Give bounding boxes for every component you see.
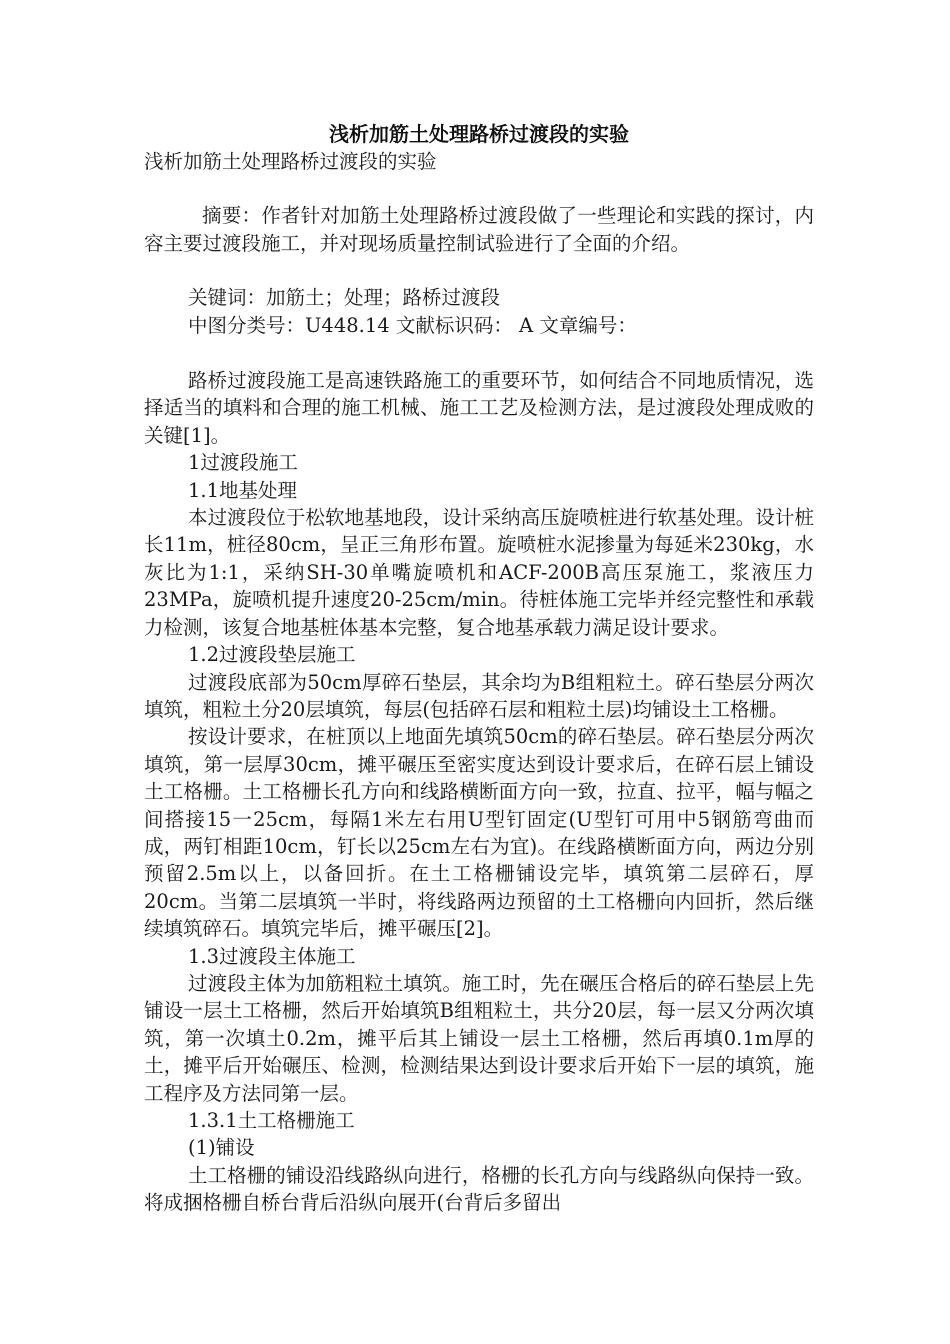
section-heading-1-3-1: 1.3.1土工格栅施工	[188, 1109, 355, 1132]
document-page	[144, 120, 814, 1217]
section-heading-1: 1过渡段施工	[188, 451, 298, 475]
classification-line: 中图分类号：U448.14 文献标识码： A 文章编号：	[188, 313, 637, 337]
section-heading-1-3: 1.3过渡段主体施工	[188, 944, 356, 968]
section-heading-1-1: 1.1地基处理	[188, 478, 298, 502]
body-paragraph-1-2b: 按设计要求，在桩顶以上地面先填筑50cm的碎石垫层。碎石垫层分两次填筑，第一层厚30cm，摊平碾压至密实度达到设计要求后，在碎石层上铺设土工格栅。土工格栅长孔方向和线路横断面方向一致，拉直、拉平，幅与幅之间搭接15一25cm，每隔1米左右用U型钉固定(U型钉可用中5钢筋弯曲而成，两钉相距10cm，钉长以25cm左右为宜)。在线路横断面方向，两边分别预留2.5m以上，以备回折。在土工格栅铺设完毕，填筑第二层碎石，厚20cm。当第二层填筑一半时，将线路两边预留的土工格栅向内回折，然后继续填筑碎石。填筑完毕后，摊平碾压[2]。	[144, 725, 814, 941]
body-paragraph-1-2a: 过渡段底部为50cm厚碎石垫层，其余均为B组粗粒土。碎石垫层分两次填筑，粗粒土分20层填筑，每层(包括碎石层和粗粒土层)均铺设土工格栅。	[144, 670, 814, 721]
document-subtitle: 浅析加筋土处理路桥过渡段的实验	[144, 150, 437, 173]
body-paragraph-1-1: 本过渡段位于松软地基地段，设计采纳高压旋喷桩进行软基处理。设计桩长11m，桩径80cm，呈正三角形布置。旋喷桩水泥掺量为每延米230kg，水灰比为1:1，采纳SH-30单嘴旋喷机和ACF-200B高压泵施工，浆液压力23MPa，旋喷机提升速度20-25cm/min。待桩体施工完毕并经完整性和承载力检测，该复合地基桩体基本完整，复合地基承载力满足设计要求。	[144, 506, 814, 639]
spacer	[144, 339, 814, 367]
abstract-paragraph: 摘要：作者针对加筋土处理路桥过渡段做了一些理论和实践的探讨，内容主要过渡段施工，并对现场质量控制试验进行了全面的介绍。	[144, 204, 814, 255]
section-heading-1-2: 1.2过渡段垫层施工	[188, 643, 356, 667]
body-paragraph-1-3: 过渡段主体为加筋粗粒土填筑。施工时，先在碾压合格后的碎石垫层上先铺设一层土工格栅，然后开始填筑B组粗粒土，共分20层，每一层又分两次填筑，第一次填土0.2m，摊平后其上铺设一层土工格栅，然后再填0.1m厚的土，摊平后开始碾压、检测，检测结果达到设计要求后开始下一层的填筑，施工程序及方法同第一层。	[144, 971, 814, 1105]
spacer	[144, 257, 814, 284]
document-title: 浅析加筋土处理路桥过渡段的实验	[329, 122, 629, 146]
list-item-heading-1: (1)铺设	[188, 1136, 255, 1160]
body-paragraph-item-1: 土工格栅的铺设沿线路纵向进行，格栅的长孔方向与线路纵向保持一致。将成捆格栅自桥台背后沿纵向展开(台背后多留出	[144, 1163, 814, 1215]
intro-paragraph: 路桥过渡段施工是高速铁路施工的重要环节，如何结合不同地质情况，选择适当的填料和合理的施工机械、施工工艺及检测方法，是过渡段处理成败的关键[1]。	[144, 369, 814, 447]
keywords-line: 关键词：加筋土；处理；路桥过渡段	[188, 286, 501, 310]
spacer	[144, 175, 814, 202]
